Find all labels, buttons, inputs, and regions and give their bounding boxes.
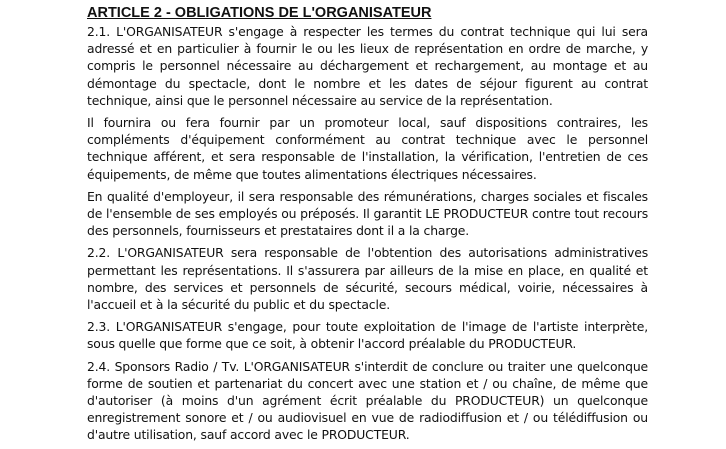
document-page [87, 4, 648, 449]
paragraph-2-3: 2.3. L'ORGANISATEUR s'engage, pour toute exploitation de l'image de l'artiste interprète, sous quelle que forme que ce soit, à obtenir l'accord préalable du PRODUCTEUR. [87, 319, 648, 352]
paragraph-equipment: Il fournira ou fera fournir par un promoteur local, sauf dispositions contraires, les compléments d'équipement conformément au contrat technique avec le personnel technique afférent, et sera responsable de l'installation, la vérification, l'entretien de ces équipements, de même que toutes alimentations électriques nécessaires. [87, 115, 648, 182]
paragraph-2-4: 2.4. Sponsors Radio / Tv. L'ORGANISATEUR s'interdit de conclure ou traiter une quelconque forme de soutien et partenariat du concert avec une station et / ou chaîne, de même que d'autoriser (à moins d'un agrément écrit préalable du PRODUCTEUR) un quelconque enregistrement sonore et / ou audiovisuel en vue de radiodiffusion et / ou télédiffusion ou d'autre utilisation, sauf accord avec le PRODUCTEUR. [87, 358, 648, 443]
paragraph-2-1: 2.1. L'ORGANISATEUR s'engage à respecter les termes du contrat technique qui lui sera adressé et en particulier à fournir le ou les lieux de représentation en ordre de marche, y compris le personnel nécessaire au déchargement et rechargement, au montage et au démontage du spectacle, dont le nombre et les dates de séjour figurent au contrat technique, ainsi que le personnel nécessaire au service de la représentation. [87, 24, 648, 108]
article-title: ARTICLE 2 - OBLIGATIONS DE L'ORGANISATEUR [87, 5, 432, 21]
paragraph-2-2: 2.2. L'ORGANISATEUR sera responsable de l'obtention des autorisations administratives permettant les représentations. Il s'assurera par ailleurs de la mise en place, en qualité et nombre, des services et personnels de sécurité, secours médical, voirie, nécessaires à l'accueil et à la sécurité du public et du spectacle. [87, 245, 648, 313]
paragraph-employer: En qualité d'employeur, il sera responsable des rémunérations, charges sociales et fiscales de l'ensemble de ses employés ou préposés. Il garantit LE PRODUCTEUR contre tout recours des personnels, fournisseurs et prestataires dont il a la charge. [87, 188, 648, 239]
